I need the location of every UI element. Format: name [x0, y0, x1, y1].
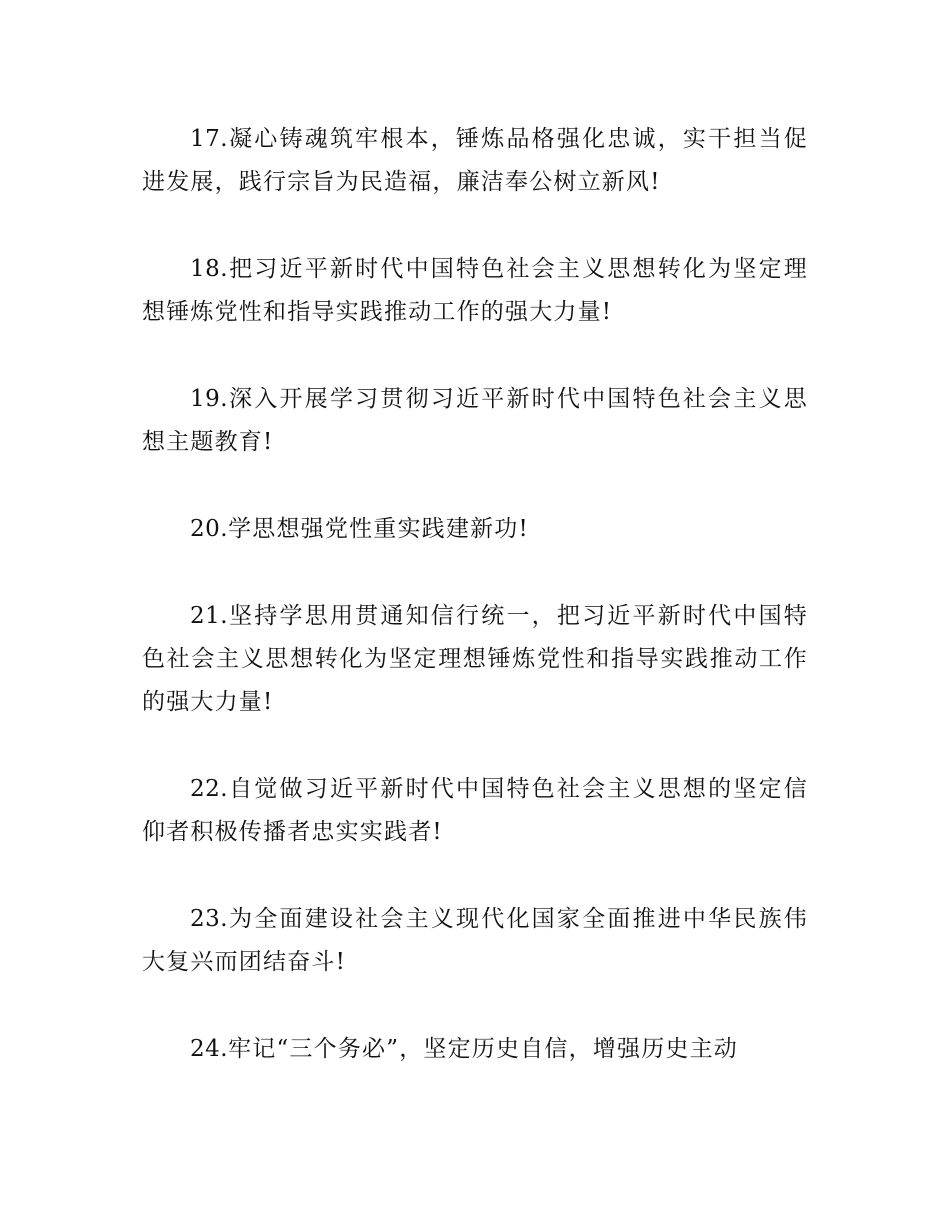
item-text: 为全面建设社会主义现代化国家全面推进中华民族伟大复兴而团结奋斗!	[142, 906, 808, 975]
document-body	[142, 118, 808, 1115]
item-text: 深入开展学习贯彻习近平新时代中国特色社会主义思想主题教育!	[142, 386, 808, 455]
item-number: 20.	[190, 516, 229, 542]
item-number: 23.	[190, 906, 229, 932]
slogan-item-23	[142, 898, 808, 984]
item-text: 牢记“三个务必”，坚定历史自信，增强历史主动	[228, 1036, 738, 1062]
item-number: 21.	[190, 603, 229, 629]
item-number: 17.	[190, 126, 229, 152]
slogan-item-20	[142, 508, 808, 551]
item-number: 22.	[190, 776, 229, 802]
item-text: 把习近平新时代中国特色社会主义思想转化为坚定理想锤炼党性和指导实践推动工作的强大力量!	[142, 256, 808, 325]
item-text: 凝心铸魂筑牢根本，锤炼品格强化忠诚，实干担当促进发展，践行宗旨为民造福，廉洁奉公树立新风!	[142, 126, 808, 195]
item-number: 19.	[190, 386, 229, 412]
slogan-item-21	[142, 595, 808, 724]
item-number: 18.	[190, 256, 229, 282]
item-number: 24.	[190, 1036, 229, 1062]
item-text: 坚持学思用贯通知信行统一，把习近平新时代中国特色社会主义思想转化为坚定理想锤炼党性和指导实践推动工作的强大力量!	[142, 603, 808, 715]
item-text: 自觉做习近平新时代中国特色社会主义思想的坚定信仰者积极传播者忠实实践者!	[142, 776, 808, 845]
slogan-item-19	[142, 378, 808, 464]
slogan-item-17	[142, 118, 808, 204]
slogan-item-18	[142, 248, 808, 334]
slogan-item-22	[142, 768, 808, 854]
item-text: 学思想强党性重实践建新功!	[228, 516, 529, 542]
slogan-item-24	[142, 1028, 808, 1071]
